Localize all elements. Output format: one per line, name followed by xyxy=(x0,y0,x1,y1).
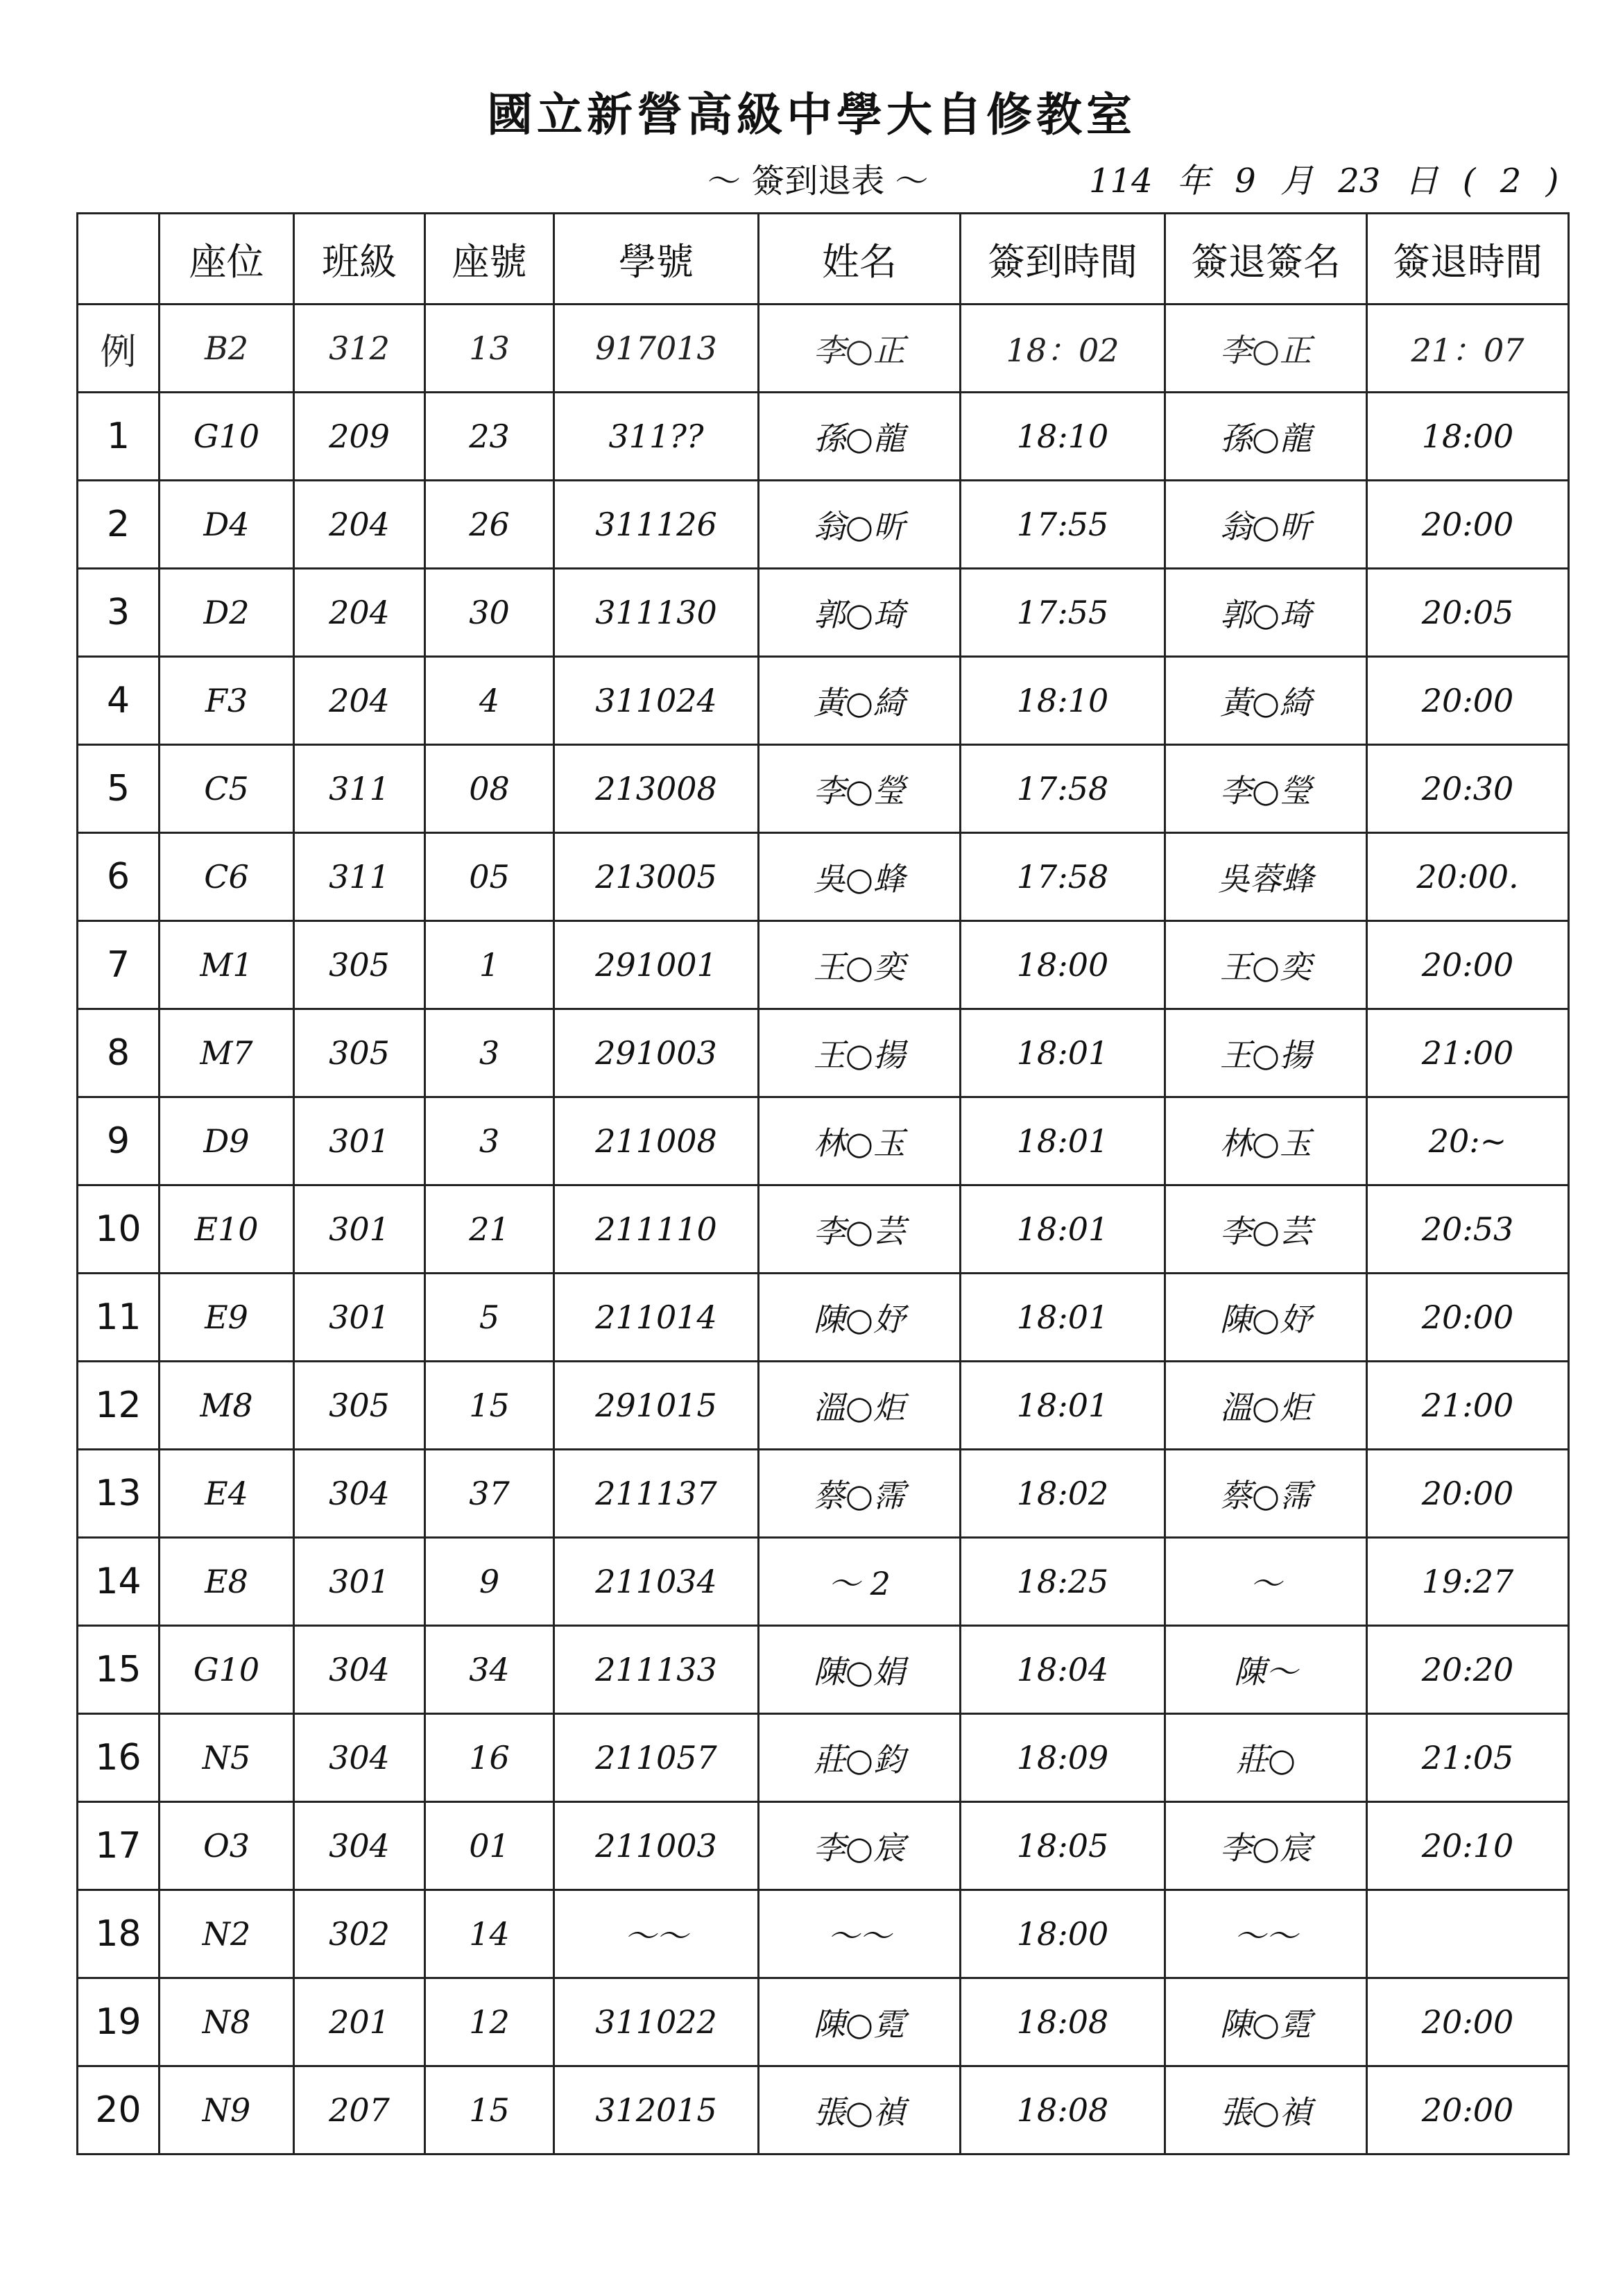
cell-name: 溫○炬 xyxy=(759,1362,961,1450)
cell-class: 305 xyxy=(294,1009,425,1097)
cell-name: 李○宸 xyxy=(759,1802,961,1890)
cell-class: 311 xyxy=(294,745,425,833)
table-row xyxy=(78,1626,1569,1714)
cell-seat: N9 xyxy=(160,2066,294,2154)
cell-sign-out-signature: ～ xyxy=(1165,1538,1367,1626)
cell-row-number: 18 xyxy=(78,1890,160,1978)
cell-sign-in-time: 18:01 xyxy=(961,1362,1165,1450)
table-row xyxy=(78,657,1569,745)
table-row xyxy=(78,1538,1569,1626)
cell-row-number: 例 xyxy=(78,305,160,393)
cell-row-number: 10 xyxy=(78,1185,160,1274)
cell-sign-out-time xyxy=(1367,1890,1569,1978)
cell-sign-out-signature: 李○芸 xyxy=(1165,1185,1367,1274)
cell-sign-out-signature: 莊○ xyxy=(1165,1714,1367,1802)
header-seat: 座位 xyxy=(160,214,294,305)
cell-sign-out-signature: 翁○昕 xyxy=(1165,481,1367,569)
document-title: 國立新營高級中學大自修教室 xyxy=(487,87,1136,142)
table-row xyxy=(78,569,1569,657)
cell-sign-out-time: 20:00 xyxy=(1367,481,1569,569)
cell-seat: N8 xyxy=(160,1978,294,2066)
table-row xyxy=(78,1362,1569,1450)
table-row xyxy=(78,1802,1569,1890)
cell-class: 304 xyxy=(294,1802,425,1890)
cell-student-id: 311024 xyxy=(554,657,759,745)
header-row xyxy=(78,214,1569,305)
cell-class: 301 xyxy=(294,1538,425,1626)
cell-seat-number: 3 xyxy=(425,1009,554,1097)
cell-sign-out-time: 20:00 xyxy=(1367,1274,1569,1362)
cell-sign-in-time: 18:05 xyxy=(961,1802,1165,1890)
cell-sign-in-time: 18:01 xyxy=(961,1185,1165,1274)
cell-class: 302 xyxy=(294,1890,425,1978)
cell-name: 郭○琦 xyxy=(759,569,961,657)
cell-seat-number: 1 xyxy=(425,921,554,1009)
cell-sign-out-signature: 陳～ xyxy=(1165,1626,1367,1714)
cell-sign-out-signature: ～～ xyxy=(1165,1890,1367,1978)
cell-name: 蔡○霈 xyxy=(759,1450,961,1538)
cell-sign-out-time: 20:53 xyxy=(1367,1185,1569,1274)
cell-student-id: 291015 xyxy=(554,1362,759,1450)
cell-sign-out-signature: 李○正 xyxy=(1165,305,1367,393)
cell-sign-in-time: 17:58 xyxy=(961,833,1165,921)
cell-name: 張○禎 xyxy=(759,2066,961,2154)
cell-seat-number: 26 xyxy=(425,481,554,569)
cell-sign-out-signature: 王○奕 xyxy=(1165,921,1367,1009)
cell-sign-out-signature: 郭○琦 xyxy=(1165,569,1367,657)
cell-sign-out-signature: 陳○妤 xyxy=(1165,1274,1367,1362)
header-sign-out-signature: 簽退簽名 xyxy=(1165,214,1367,305)
cell-sign-in-time: 18:00 xyxy=(961,921,1165,1009)
table-row xyxy=(78,921,1569,1009)
cell-seat: M8 xyxy=(160,1362,294,1450)
cell-sign-in-time: 18:10 xyxy=(961,393,1165,481)
cell-seat-number: 05 xyxy=(425,833,554,921)
cell-sign-out-signature: 李○宸 xyxy=(1165,1802,1367,1890)
cell-sign-out-signature: 蔡○霈 xyxy=(1165,1450,1367,1538)
header-class: 班級 xyxy=(294,214,425,305)
table-row xyxy=(78,481,1569,569)
cell-sign-in-time: 18:08 xyxy=(961,2066,1165,2154)
cell-student-id: 211110 xyxy=(554,1185,759,1274)
cell-class: 207 xyxy=(294,2066,425,2154)
header-row-number xyxy=(78,214,160,305)
cell-sign-in-time: 18:10 xyxy=(961,657,1165,745)
cell-row-number: 15 xyxy=(78,1626,160,1714)
cell-sign-out-signature: 張○禎 xyxy=(1165,2066,1367,2154)
cell-class: 311 xyxy=(294,833,425,921)
cell-name: ～ 2 xyxy=(759,1538,961,1626)
cell-row-number: 7 xyxy=(78,921,160,1009)
cell-sign-out-time: 20:~ xyxy=(1367,1097,1569,1185)
cell-sign-in-time: 18:09 xyxy=(961,1714,1165,1802)
cell-class: 304 xyxy=(294,1626,425,1714)
cell-seat-number: 13 xyxy=(425,305,554,393)
cell-sign-in-time: 18:08 xyxy=(961,1978,1165,2066)
cell-sign-out-time: 20:20 xyxy=(1367,1626,1569,1714)
cell-student-id: 311022 xyxy=(554,1978,759,2066)
cell-seat: G10 xyxy=(160,393,294,481)
cell-name: 陳○妤 xyxy=(759,1274,961,1362)
cell-seat: F3 xyxy=(160,657,294,745)
header-student-id: 學號 xyxy=(554,214,759,305)
cell-class: 304 xyxy=(294,1450,425,1538)
cell-student-id: 211137 xyxy=(554,1450,759,1538)
cell-seat-number: 5 xyxy=(425,1274,554,1362)
cell-sign-out-time: 20:00 xyxy=(1367,921,1569,1009)
cell-seat-number: 01 xyxy=(425,1802,554,1890)
cell-sign-out-time: 21：07 xyxy=(1367,305,1569,393)
cell-row-number: 19 xyxy=(78,1978,160,2066)
cell-student-id: 213005 xyxy=(554,833,759,921)
cell-seat-number: 14 xyxy=(425,1890,554,1978)
cell-seat-number: 12 xyxy=(425,1978,554,2066)
cell-seat-number: 16 xyxy=(425,1714,554,1802)
cell-student-id: 211008 xyxy=(554,1097,759,1185)
cell-name: 林○玉 xyxy=(759,1097,961,1185)
cell-student-id: 917013 xyxy=(554,305,759,393)
cell-sign-in-time: 18:00 xyxy=(961,1890,1165,1978)
cell-class: 304 xyxy=(294,1714,425,1802)
table-row xyxy=(78,745,1569,833)
cell-sign-out-signature: 孫○龍 xyxy=(1165,393,1367,481)
cell-seat: D2 xyxy=(160,569,294,657)
cell-sign-out-time: 20:05 xyxy=(1367,569,1569,657)
table-row xyxy=(78,1097,1569,1185)
cell-row-number: 4 xyxy=(78,657,160,745)
cell-class: 305 xyxy=(294,921,425,1009)
table-row xyxy=(78,1890,1569,1978)
cell-sign-out-signature: 林○玉 xyxy=(1165,1097,1367,1185)
cell-row-number: 2 xyxy=(78,481,160,569)
cell-row-number: 11 xyxy=(78,1274,160,1362)
cell-sign-out-signature: 李○瑩 xyxy=(1165,745,1367,833)
table-row xyxy=(78,1274,1569,1362)
cell-sign-out-signature: 吳蓉蜂 xyxy=(1165,833,1367,921)
cell-class: 305 xyxy=(294,1362,425,1450)
cell-seat-number: 08 xyxy=(425,745,554,833)
document-subtitle: ～ 簽到退表 ～ xyxy=(707,162,929,200)
cell-sign-in-time: 17:55 xyxy=(961,481,1165,569)
table-row xyxy=(78,833,1569,921)
cell-name: 李○瑩 xyxy=(759,745,961,833)
cell-sign-out-signature: 陳○霓 xyxy=(1165,1978,1367,2066)
cell-seat-number: 3 xyxy=(425,1097,554,1185)
cell-seat-number: 30 xyxy=(425,569,554,657)
cell-sign-out-signature: 溫○炬 xyxy=(1165,1362,1367,1450)
cell-sign-in-time: 18：02 xyxy=(961,305,1165,393)
cell-seat: E9 xyxy=(160,1274,294,1362)
cell-row-number: 5 xyxy=(78,745,160,833)
cell-name: ～～ xyxy=(759,1890,961,1978)
cell-sign-out-time: 21:05 xyxy=(1367,1714,1569,1802)
cell-class: 204 xyxy=(294,657,425,745)
cell-seat: N2 xyxy=(160,1890,294,1978)
cell-row-number: 14 xyxy=(78,1538,160,1626)
cell-class: 204 xyxy=(294,481,425,569)
cell-seat-number: 23 xyxy=(425,393,554,481)
cell-seat: D9 xyxy=(160,1097,294,1185)
cell-class: 301 xyxy=(294,1097,425,1185)
cell-name: 莊○鈞 xyxy=(759,1714,961,1802)
cell-student-id: 211014 xyxy=(554,1274,759,1362)
cell-sign-out-time: 20:00 xyxy=(1367,2066,1569,2154)
cell-student-id: 291001 xyxy=(554,921,759,1009)
table-row xyxy=(78,1714,1569,1802)
cell-sign-in-time: 18:02 xyxy=(961,1450,1165,1538)
cell-row-number: 17 xyxy=(78,1802,160,1890)
cell-student-id: 311?? xyxy=(554,393,759,481)
cell-sign-out-time: 20:00 xyxy=(1367,657,1569,745)
cell-row-number: 16 xyxy=(78,1714,160,1802)
cell-class: 209 xyxy=(294,393,425,481)
cell-sign-out-time: 21:00 xyxy=(1367,1362,1569,1450)
cell-seat-number: 15 xyxy=(425,1362,554,1450)
cell-row-number: 20 xyxy=(78,2066,160,2154)
cell-sign-in-time: 17:58 xyxy=(961,745,1165,833)
table-row xyxy=(78,1009,1569,1097)
cell-seat: M1 xyxy=(160,921,294,1009)
cell-student-id: 213008 xyxy=(554,745,759,833)
cell-row-number: 8 xyxy=(78,1009,160,1097)
cell-seat: E4 xyxy=(160,1450,294,1538)
cell-student-id: 211034 xyxy=(554,1538,759,1626)
cell-row-number: 3 xyxy=(78,569,160,657)
cell-row-number: 9 xyxy=(78,1097,160,1185)
header-sign-out-time: 簽退時間 xyxy=(1367,214,1569,305)
example-row xyxy=(78,305,1569,393)
cell-student-id: 211003 xyxy=(554,1802,759,1890)
cell-sign-out-time: 20:00 xyxy=(1367,1978,1569,2066)
cell-name: 陳○霓 xyxy=(759,1978,961,2066)
cell-seat-number: 9 xyxy=(425,1538,554,1626)
cell-row-number: 6 xyxy=(78,833,160,921)
table-row xyxy=(78,2066,1569,2154)
cell-name: 李○芸 xyxy=(759,1185,961,1274)
cell-seat: D4 xyxy=(160,481,294,569)
cell-row-number: 13 xyxy=(78,1450,160,1538)
cell-sign-out-time: 19:27 xyxy=(1367,1538,1569,1626)
cell-name: 陳○娟 xyxy=(759,1626,961,1714)
cell-student-id: 311130 xyxy=(554,569,759,657)
cell-seat: B2 xyxy=(160,305,294,393)
document-date: 114 年 9 月 23 日 ( 2 ) xyxy=(1089,162,1559,200)
cell-sign-in-time: 18:01 xyxy=(961,1097,1165,1185)
cell-name: 黃○綺 xyxy=(759,657,961,745)
cell-sign-out-time: 20:10 xyxy=(1367,1802,1569,1890)
cell-seat-number: 4 xyxy=(425,657,554,745)
cell-class: 201 xyxy=(294,1978,425,2066)
cell-name: 李○正 xyxy=(759,305,961,393)
cell-class: 312 xyxy=(294,305,425,393)
cell-sign-in-time: 18:25 xyxy=(961,1538,1165,1626)
cell-sign-out-time: 20:00 xyxy=(1367,1450,1569,1538)
table-row xyxy=(78,1185,1569,1274)
table-row xyxy=(78,1978,1569,2066)
cell-seat-number: 15 xyxy=(425,2066,554,2154)
cell-student-id: 211133 xyxy=(554,1626,759,1714)
cell-name: 王○揚 xyxy=(759,1009,961,1097)
cell-seat: N5 xyxy=(160,1714,294,1802)
cell-sign-out-signature: 王○揚 xyxy=(1165,1009,1367,1097)
table-row xyxy=(78,393,1569,481)
cell-seat: C5 xyxy=(160,745,294,833)
cell-seat-number: 34 xyxy=(425,1626,554,1714)
cell-sign-out-signature: 黃○綺 xyxy=(1165,657,1367,745)
cell-student-id: 311126 xyxy=(554,481,759,569)
cell-sign-out-time: 20:30 xyxy=(1367,745,1569,833)
header-seat-number: 座號 xyxy=(425,214,554,305)
cell-sign-out-time: 21:00 xyxy=(1367,1009,1569,1097)
cell-seat: O3 xyxy=(160,1802,294,1890)
cell-name: 吳○蜂 xyxy=(759,833,961,921)
cell-seat: C6 xyxy=(160,833,294,921)
header-name: 姓名 xyxy=(759,214,961,305)
cell-seat: E8 xyxy=(160,1538,294,1626)
header-sign-in-time: 簽到時間 xyxy=(961,214,1165,305)
cell-student-id: 211057 xyxy=(554,1714,759,1802)
cell-student-id: 291003 xyxy=(554,1009,759,1097)
cell-sign-out-time: 18:00 xyxy=(1367,393,1569,481)
cell-sign-in-time: 17:55 xyxy=(961,569,1165,657)
cell-name: 孫○龍 xyxy=(759,393,961,481)
cell-student-id: ～～ xyxy=(554,1890,759,1978)
cell-name: 王○奕 xyxy=(759,921,961,1009)
cell-seat: M7 xyxy=(160,1009,294,1097)
cell-class: 204 xyxy=(294,569,425,657)
cell-seat: E10 xyxy=(160,1185,294,1274)
cell-seat-number: 21 xyxy=(425,1185,554,1274)
cell-sign-out-time: 20:00. xyxy=(1367,833,1569,921)
cell-row-number: 1 xyxy=(78,393,160,481)
cell-sign-in-time: 18:04 xyxy=(961,1626,1165,1714)
cell-student-id: 312015 xyxy=(554,2066,759,2154)
sign-in-table xyxy=(76,212,1570,2155)
table-row xyxy=(78,1450,1569,1538)
cell-sign-in-time: 18:01 xyxy=(961,1274,1165,1362)
cell-seat-number: 37 xyxy=(425,1450,554,1538)
cell-class: 301 xyxy=(294,1185,425,1274)
cell-name: 翁○昕 xyxy=(759,481,961,569)
cell-class: 301 xyxy=(294,1274,425,1362)
cell-sign-in-time: 18:01 xyxy=(961,1009,1165,1097)
cell-seat: G10 xyxy=(160,1626,294,1714)
cell-row-number: 12 xyxy=(78,1362,160,1450)
